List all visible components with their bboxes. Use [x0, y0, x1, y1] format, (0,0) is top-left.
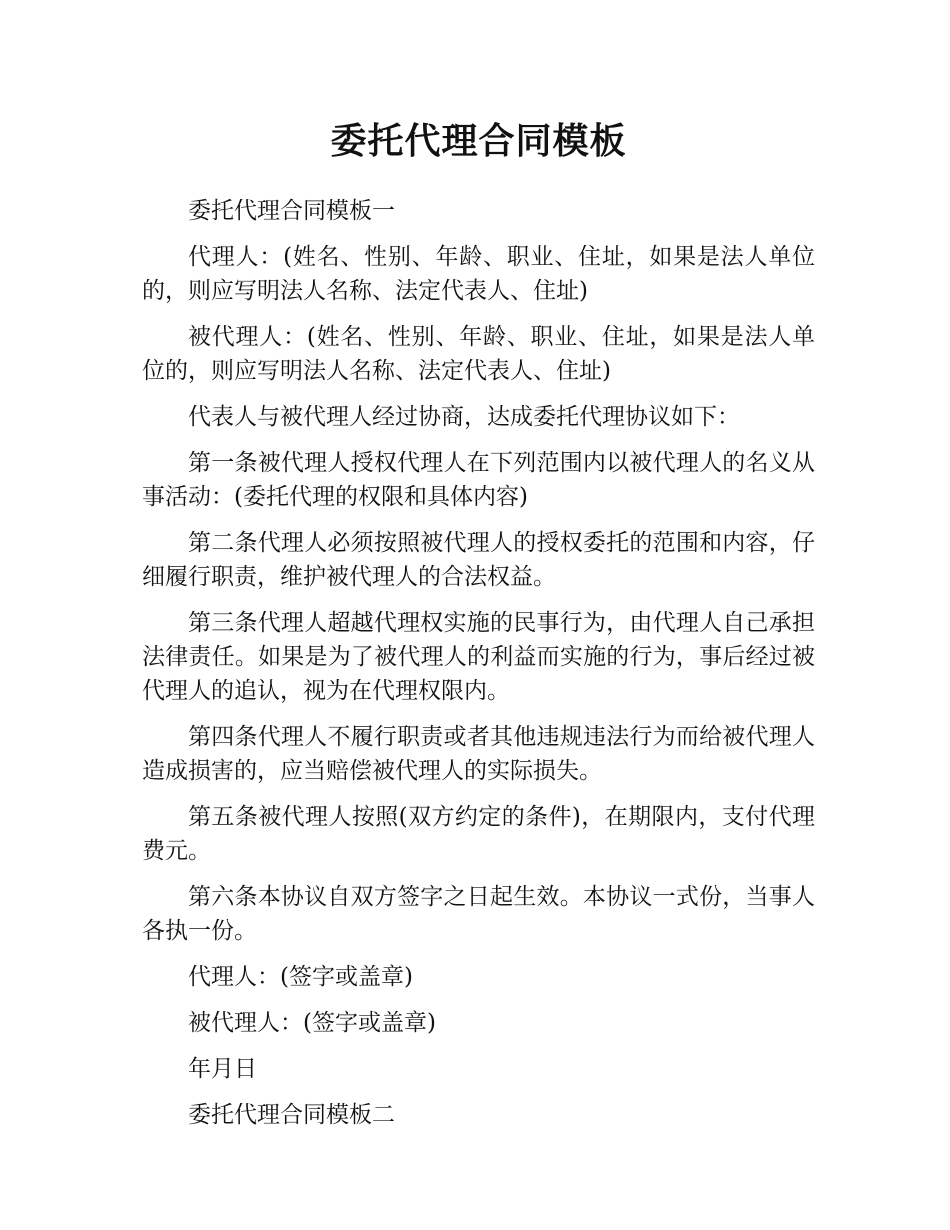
- section-heading-template-one: 委托代理合同模板一: [188, 198, 395, 224]
- article-five: 第五条被代理人按照(双方约定的条件)，在期限内，支付代理费元。: [142, 804, 815, 864]
- document-title: 委托代理合同模板: [330, 121, 627, 162]
- agent-party-clause: 代理人：(姓名、性别、年龄、职业、住址，如果是法人单位的，则应写明法人名称、法定代表人、住址): [142, 244, 815, 304]
- article-one: 第一条被代理人授权代理人在下列范围内以被代理人的名义从事活动：(委托代理的权限和具体内容): [142, 450, 815, 510]
- section-heading-template-two: 委托代理合同模板二: [188, 1102, 395, 1128]
- article-three: 第三条代理人超越代理权实施的民事行为，由代理人自己承担法律责任。如果是为了被代理人的利益而实施的行为，事后经过被代理人的追认，视为在代理权限内。: [142, 610, 815, 704]
- article-six: 第六条本协议自双方签字之日起生效。本协议一式份，当事人各执一份。: [142, 884, 815, 944]
- agent-signature-line: 代理人：(签字或盖章): [188, 964, 413, 990]
- article-four: 第四条代理人不履行职责或者其他违规违法行为而给被代理人造成损害的，应当赔偿被代理人的实际损失。: [142, 724, 815, 784]
- date-line: 年月日: [188, 1056, 257, 1082]
- principal-party-clause: 被代理人：(姓名、性别、年龄、职业、住址，如果是法人单位的，则应写明法人名称、法定代表人、住址): [142, 324, 815, 384]
- article-two: 第二条代理人必须按照被代理人的授权委托的范围和内容，仔细履行职责，维护被代理人的合法权益。: [142, 530, 815, 590]
- agreement-intro: 代表人与被代理人经过协商，达成委托代理协议如下：: [188, 404, 740, 430]
- principal-signature-line: 被代理人：(签字或盖章): [188, 1010, 436, 1036]
